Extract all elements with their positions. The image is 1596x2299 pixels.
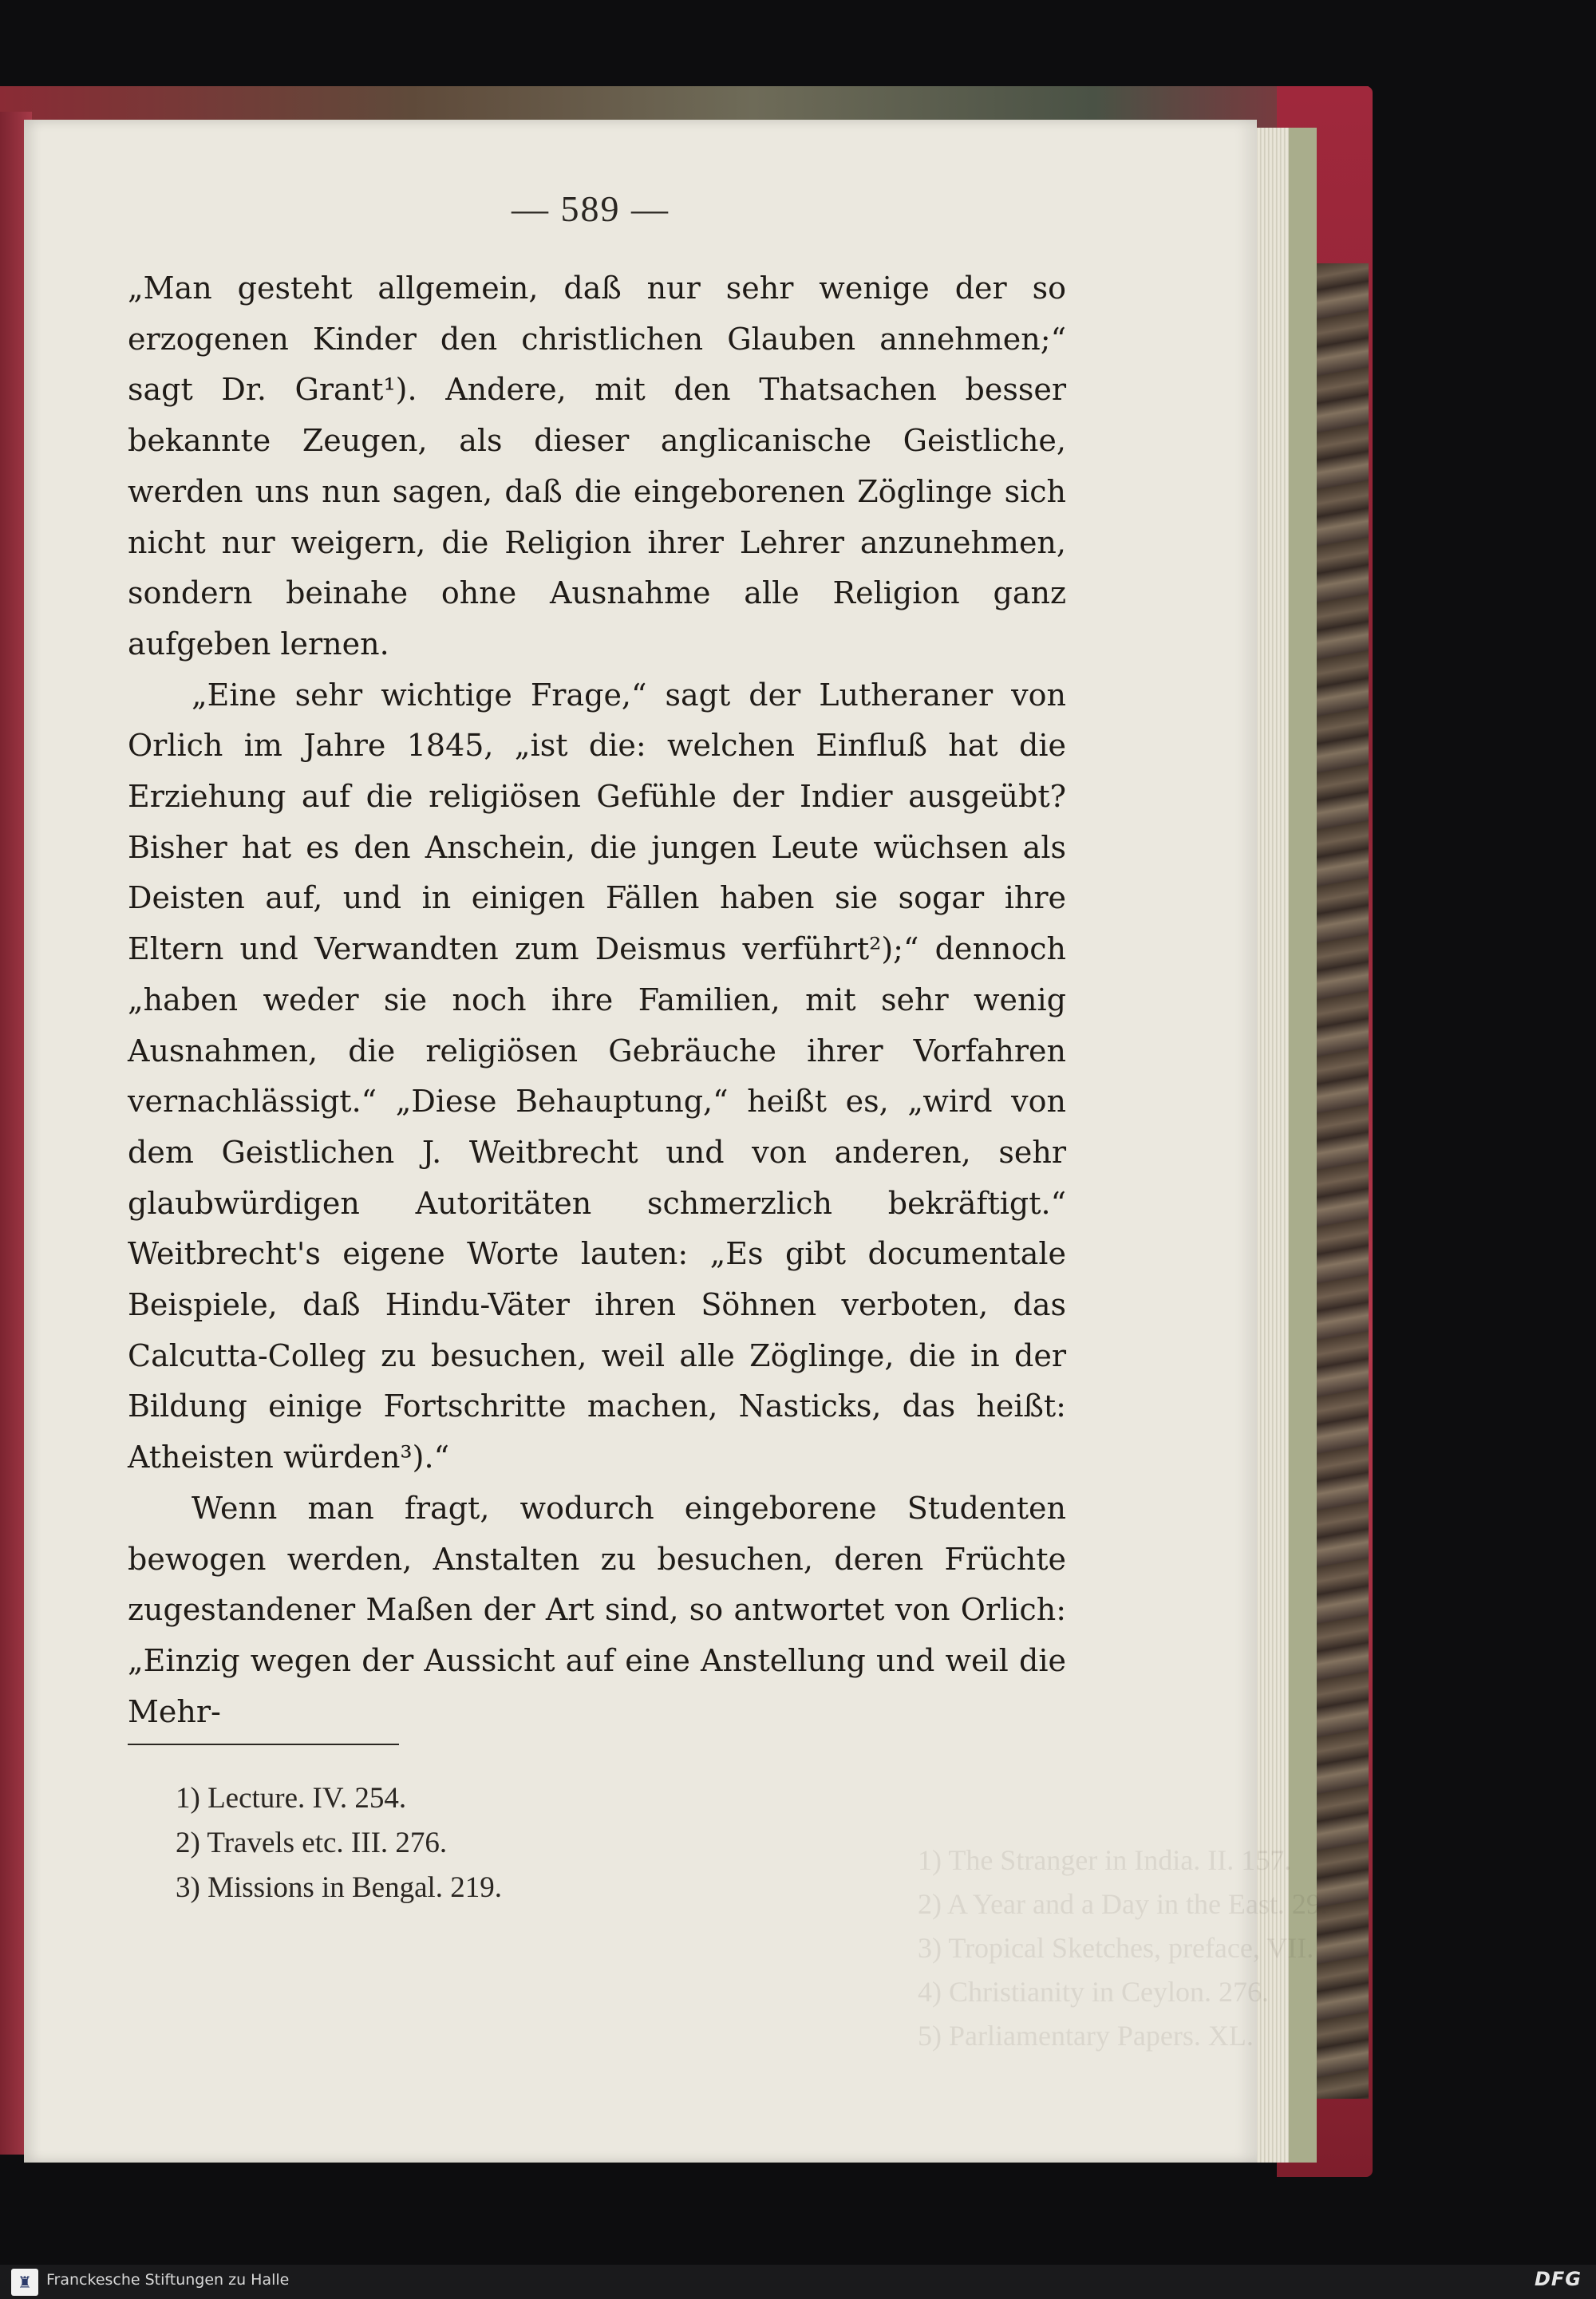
footnote-rule <box>128 1744 399 1745</box>
bleed-through-line: 2) A Year and a Day in the East. 29. <box>918 1888 1328 1920</box>
institution-logo-icon[interactable]: ♜ <box>11 2269 38 2296</box>
footnote: 1) Lecture. IV. 254. <box>176 1782 407 1815</box>
paragraph: Wenn man fragt, wodurch eingeborene Studenten bewogen werden, Anstalten zu besuchen, deren Früchte zugestandener Maßen der Art sind, so antwortet von Orlich: „Einzig wegen der Aussicht auf eine Anstellung und weil die Mehr- <box>128 1490 1066 1729</box>
bleed-through-line: 4) Christianity in Ceylon. 276. <box>918 1976 1269 2008</box>
footnote: 2) Travels etc. III. 276. <box>176 1827 448 1859</box>
bleed-through-line: 3) Tropical Sketches, preface, VII. <box>918 1932 1314 1964</box>
paragraph: „Man gesteht allgemein, daß nur sehr wenige der so erzogenen Kinder den christlichen Glauben annehmen;“ sagt Dr. Grant¹). Andere, mit den Thatsachen besser bekannte Zeugen, als dieser anglicanische Geistliche, werden uns nun sagen, daß die eingeborenen Zöglinge sich nicht nur weigern, die Religion ihrer Lehrer anzunehmen, sondern beinahe ohne Ausnahme alle Religion ganz aufgeben lernen. <box>128 271 1066 662</box>
bleed-through-line: 1) The Stranger in India. II. 157. <box>918 1844 1292 1876</box>
marbled-cover-edge <box>1313 263 1369 2099</box>
paragraph: „Eine sehr wichtige Frage,“ sagt der Lutheraner von Orlich im Jahre 1845, „ist die: welchen Einfluß hat die Erziehung auf die religiösen Gefühle der Indier ausgeübt? Bisher hat es den Anschein, die jungen Leute wüchsen als Deisten auf, und in einigen Fällen haben sie sogar ihre Eltern und Verwandten zum Deismus verführt²);“ dennoch „haben weder sie noch ihre Familien, mit sehr wenig Ausnahmen, die religiösen Gebräuche ihrer Vorfahren vernachlässigt.“ „Diese Behauptung,“ heißt es, „wird von dem Geistlichen J. Weitbrecht und von anderen, sehr glaubwürdigen Autoritäten schmerzlich bekräftigt.“ Weitbrecht's eigene Worte lauten: „Es gibt documentale Beispiele, daß Hindu-Väter ihren Söhnen verboten, das Calcutta-Colleg zu besuchen, weil alle Zöglinge, die in der Bildung einige Fortschritte machen, Nasticks, das heißt: Atheisten würden³).“ <box>128 677 1066 1475</box>
body-text <box>128 263 1066 1737</box>
dfg-logo[interactable]: DFG <box>1534 2268 1582 2290</box>
institution-name[interactable]: Franckesche Stiftungen zu Halle <box>46 2271 290 2289</box>
footnotes <box>176 1776 894 1910</box>
footnote: 3) Missions in Bengal. 219. <box>176 1871 503 1904</box>
bleed-through-line: 5) Parliamentary Papers. XL. <box>918 2020 1254 2052</box>
page-number: — 589 — <box>512 188 670 229</box>
